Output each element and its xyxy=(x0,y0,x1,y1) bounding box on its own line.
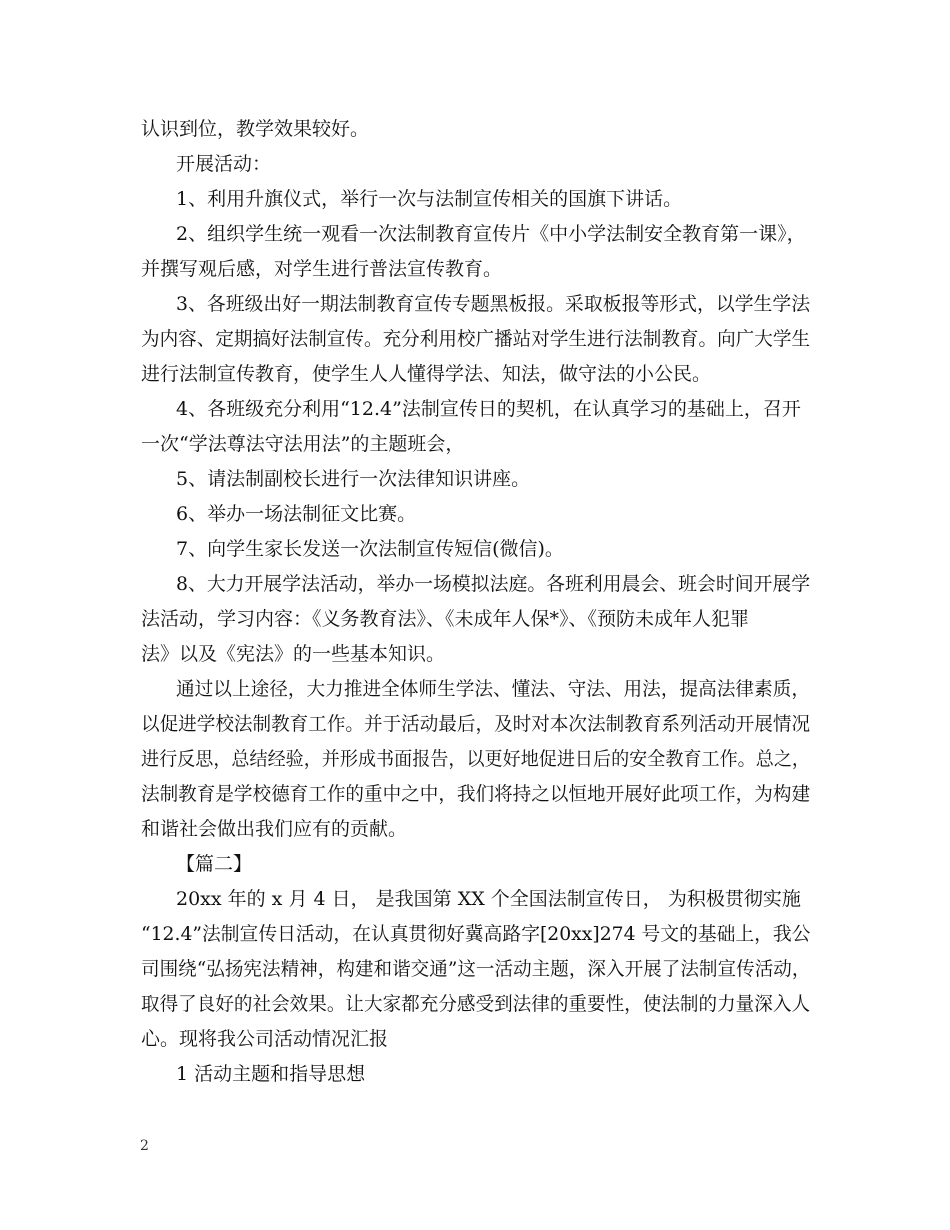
body-text-line: “12.4”法制宣传日活动，在认真贯彻好冀高路字[20xx]274 号文的基础上，我公 xyxy=(141,923,811,945)
body-text-line: 司围绕“弘扬宪法精神，构建和谐交通”这一活动主题，深入开展了法制宣传活动， xyxy=(141,958,811,980)
body-text-line: 以促进学校法制教育工作。并于活动最后，及时对本次法制教育系列活动开展情况 xyxy=(141,713,811,735)
body-text-line: 法》以及《宪法》的一些基本知识。 xyxy=(141,643,446,665)
body-text-line: 法活动，学习内容：《义务教育法》、《未成年人保*》、《预防未成年人犯罪 xyxy=(141,608,750,630)
body-text-line: 进行反思，总结经验，并形成书面报告，以更好地促进日后的安全教育工作。总之， xyxy=(141,748,810,770)
body-text-line: 为内容、定期搞好法制宣传。充分利用校广播站对学生进行法制教育。向广大学生 xyxy=(141,328,811,350)
body-text-line: 和谐社会做出我们应有的贡献。 xyxy=(141,818,408,840)
body-text-line: 进行法制宣传教育，使学生人人懂得学法、知法，做守法的小公民。 xyxy=(141,363,712,385)
list-item: 1、利用升旗仪式，举行一次与法制宣传相关的国旗下讲话。 xyxy=(176,188,683,210)
list-item: 3、各班级出好一期法制教育宣传专题黑板报。采取板报等形式，以学生学法 xyxy=(176,293,811,315)
list-item: 6、举办一场法制征文比赛。 xyxy=(176,503,417,525)
body-text-line: 一次“学法尊法守法用法”的主题班会， xyxy=(141,433,465,455)
list-item: 8、大力开展学法活动，举办一场模拟法庭。各班利用晨会、班会时间开展学 xyxy=(176,573,811,595)
list-item: 5、请法制副校长进行一次法律知识讲座。 xyxy=(176,468,531,490)
body-text-line: 并撰写观后感，对学生进行普法宣传教育。 xyxy=(141,258,503,280)
list-item: 4、各班级充分利用“12.4”法制宣传日的契机，在认真学习的基础上，召开 xyxy=(176,398,801,420)
body-text-line: 取得了良好的社会效果。让大家都充分感受到法律的重要性，使法制的力量深入人 xyxy=(141,993,811,1015)
section-heading: 【篇二】 xyxy=(176,853,253,875)
page-number: 2 xyxy=(140,1138,149,1154)
paragraph-start: 20xx 年的 x 月 4 日， 是我国第 XX 个全国法制宣传日， 为积极贯彻实施 xyxy=(176,888,801,910)
list-item: 7、向学生家长发送一次法制宣传短信(微信)。 xyxy=(176,538,564,560)
body-text-line: 心。现将我公司活动情况汇报 xyxy=(141,1028,389,1050)
paragraph-start: 通过以上途径，大力推进全体师生学法、懂法、守法、用法，提高法律素质， xyxy=(176,678,810,700)
list-item: 2、组织学生统一观看一次法制教育宣传片《中小学法制安全教育第一课》， xyxy=(176,223,806,245)
section-heading: 1 活动主题和指导思想 xyxy=(176,1063,366,1085)
section-heading: 开展活动： xyxy=(176,153,272,175)
body-text-line: 法制教育是学校德育工作的重中之中，我们将持之以恒地开展好此项工作，为构建 xyxy=(141,783,811,805)
body-text-line: 认识到位，教学效果较好。 xyxy=(141,118,370,140)
